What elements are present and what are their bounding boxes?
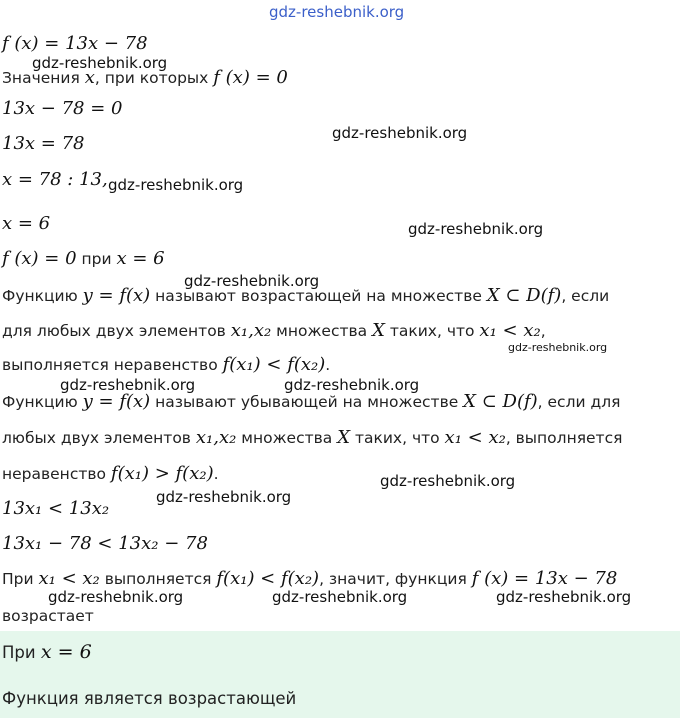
inequality-1-math: 13x₁ < 13x₂ xyxy=(2,498,110,519)
watermark-6: gdz-reshebnik.org xyxy=(508,341,608,354)
equation-2 xyxy=(2,133,85,155)
zero-result xyxy=(2,248,165,270)
concl-math-3: f (x) = 13x − 78 xyxy=(471,568,618,589)
def-inc-math-4: X xyxy=(372,320,385,341)
equation-3-math: x = 78 : 13, xyxy=(2,169,108,190)
concl-text-4: возрастает xyxy=(2,607,94,625)
zeros-text-2: , при которых xyxy=(94,69,214,87)
def-inc-math-1: y = f(x) xyxy=(82,285,151,306)
def-dec-math-2: X ⊂ D(f) xyxy=(463,391,538,412)
def-inc-text-2: называют возрастающей на множестве xyxy=(150,287,487,305)
watermark-3: gdz-reshebnik.org xyxy=(108,176,244,194)
answer-math-1: x = 6 xyxy=(40,641,92,663)
answer-line-1 xyxy=(2,641,92,664)
answer-text-2: Функция является возрастающей xyxy=(2,689,297,708)
answer-box xyxy=(0,631,680,718)
def-increasing-line-2 xyxy=(2,320,546,342)
def-inc-text-6: таких, что xyxy=(384,322,480,340)
equation-3 xyxy=(2,169,108,191)
def-inc-text-8: выполняется неравенство xyxy=(2,356,223,374)
def-decreasing-line-3 xyxy=(2,463,219,485)
conclusion-line-1 xyxy=(2,568,617,590)
equation-1 xyxy=(2,98,122,120)
watermark-4: gdz-reshebnik.org xyxy=(408,220,544,238)
equation-4 xyxy=(2,213,50,235)
zeros-var: x xyxy=(84,67,95,88)
def-dec-text-9: . xyxy=(213,465,219,483)
def-inc-text-9: . xyxy=(325,356,331,374)
watermark-11: gdz-reshebnik.org xyxy=(48,588,184,606)
watermark-1: gdz-reshebnik.org xyxy=(32,54,168,72)
inequality-2 xyxy=(2,533,208,555)
def-decreasing-line-1 xyxy=(2,391,620,413)
concl-math-1: x₁ < x₂ xyxy=(38,568,100,589)
watermark-8: gdz-reshebnik.org xyxy=(284,376,420,394)
watermark-top: gdz-reshebnik.org xyxy=(269,3,405,21)
zero-result-value: x = 6 xyxy=(116,248,165,269)
def-dec-text-4: любых двух элементов xyxy=(2,429,196,447)
def-inc-text-3: , если xyxy=(561,287,610,305)
def-dec-math-6: f(x₁) > f(x₂) xyxy=(110,463,214,484)
def-inc-math-6: f(x₁) < f(x₂) xyxy=(222,354,326,375)
watermark-2: gdz-reshebnik.org xyxy=(332,124,468,142)
def-increasing-line-3 xyxy=(2,354,330,376)
def-dec-text-2: называют убывающей на множестве xyxy=(150,393,464,411)
watermark-10: gdz-reshebnik.org xyxy=(156,488,292,506)
concl-math-2: f(x₁) < f(x₂) xyxy=(216,568,320,589)
concl-text-1: При xyxy=(2,570,39,588)
def-inc-math-5: x₁ < x₂ xyxy=(479,320,541,341)
def-inc-text-4: для любых двух элементов xyxy=(2,322,231,340)
conclusion-line-2 xyxy=(2,605,94,627)
inequality-2-math: 13x₁ − 78 < 13x₂ − 78 xyxy=(2,533,208,554)
def-dec-math-5: x₁ < x₂ xyxy=(444,427,506,448)
equation-4-math: x = 6 xyxy=(2,213,51,234)
def-inc-math-2: X ⊂ D(f) xyxy=(486,285,562,306)
def-dec-math-1: y = f(x) xyxy=(82,391,151,412)
answer-text-1: При xyxy=(2,643,41,662)
zero-result-math: f (x) = 0 xyxy=(2,248,77,269)
def-inc-math-3: x₁,x₂ xyxy=(230,320,272,341)
def-inc-text-7: , xyxy=(540,322,546,340)
def-decreasing-line-2 xyxy=(2,427,622,449)
zeros-condition: f (x) = 0 xyxy=(213,67,288,88)
def-inc-text-5: множества xyxy=(271,322,373,340)
def-dec-text-8: неравенство xyxy=(2,465,111,483)
def-dec-math-3: x₁,x₂ xyxy=(195,427,237,448)
equation-1-math: 13x − 78 = 0 xyxy=(2,98,123,119)
def-dec-text-6: таких, что xyxy=(350,429,445,447)
equation-2-math: 13x = 78 xyxy=(2,133,85,154)
zero-result-text: при xyxy=(76,250,117,268)
def-dec-math-4: X xyxy=(337,427,351,448)
inequality-1 xyxy=(2,498,109,520)
concl-text-3: , значит, функция xyxy=(319,570,472,588)
watermark-12: gdz-reshebnik.org xyxy=(272,588,408,606)
def-dec-text-7: , выполняется xyxy=(505,429,623,447)
watermark-7: gdz-reshebnik.org xyxy=(60,376,196,394)
function-definition xyxy=(2,33,148,55)
math-function: f (x) = 13x − 78 xyxy=(2,33,148,54)
def-dec-text-3: , если для xyxy=(537,393,621,411)
zeros-text: Значения xyxy=(2,69,85,87)
def-dec-text-1: Функцию xyxy=(2,393,83,411)
def-inc-text-1: Функцию xyxy=(2,287,83,305)
answer-line-2 xyxy=(2,688,296,710)
watermark-13: gdz-reshebnik.org xyxy=(496,588,632,606)
concl-text-2: выполняется xyxy=(99,570,217,588)
watermark-5: gdz-reshebnik.org xyxy=(184,272,320,290)
def-dec-text-5: множества xyxy=(236,429,338,447)
watermark-9: gdz-reshebnik.org xyxy=(380,472,516,490)
